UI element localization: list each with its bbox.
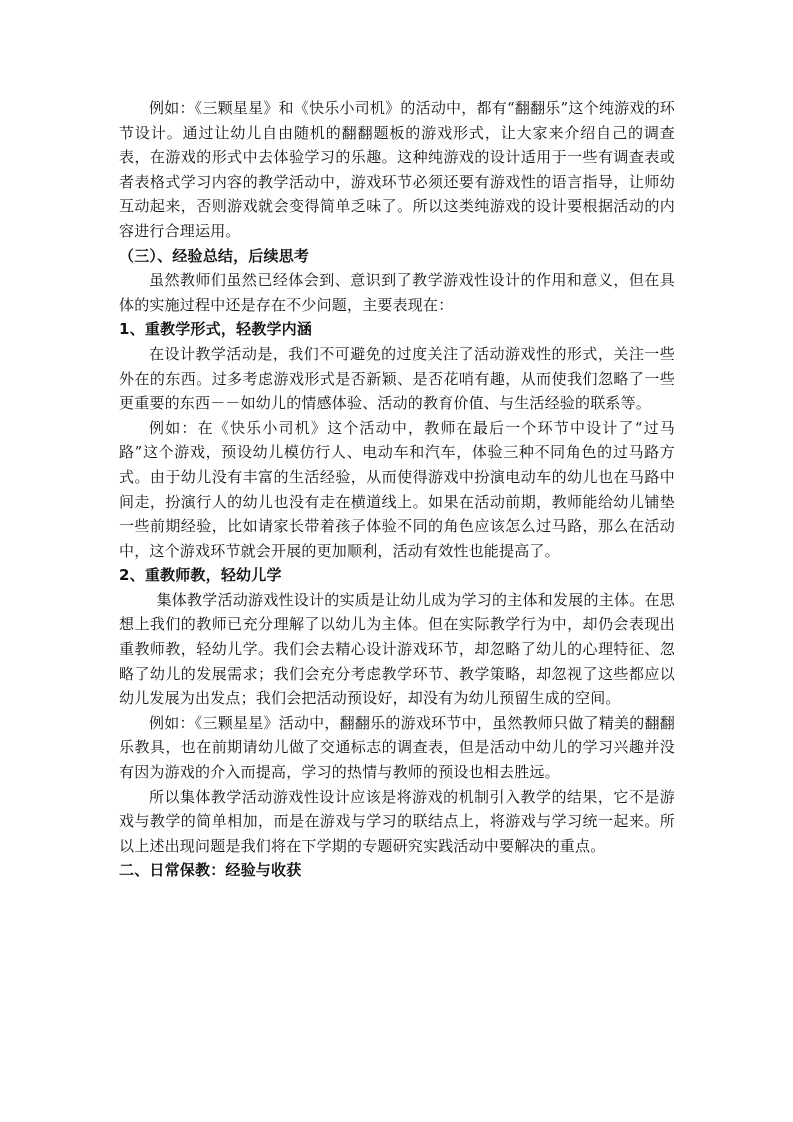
paragraph-three-stars-example: 例如：《三颗星星》活动中，翻翻乐的游戏环节中，虽然教师只做了精美的翻翻乐教具，也在前期请幼儿做了交通标志的调查表，但是活动中幼儿的学习兴趣并没有因为游戏的介入而提高，学习的热情与教师的预设也相去胜远。 xyxy=(119,713,675,782)
subheading-form-over-content: 1、重教学形式，轻教学内涵 xyxy=(119,320,313,339)
section-heading-daily-care: 二、日常保教：经验与收获 xyxy=(119,861,302,880)
paragraph-problems-intro: 虽然教师们虽然已经体会到、意识到了教学游戏性设计的作用和意义，但在具体的实施过程中还是存在不少问题，主要表现在： xyxy=(119,271,675,314)
paragraph-teaching-over-learning: 集体教学活动游戏性设计的实质是让幼儿成为学习的主体和发展的主体。在思想上我们的教师已充分理解了以幼儿为主体。但在实际教学行为中，却仍会表现出重教师教，轻幼儿学。我们会去精心设计游戏环节，却忽略了幼儿的心理特征、忽略了幼儿的发展需求；我们会充分考虑教学环节、教学策略，却忽视了这些都应以幼儿发展为出发点；我们会把活动预设好，却没有为幼儿预留生成的空间。 xyxy=(119,590,675,708)
paragraph-conclusion: 所以集体教学活动游戏性设计应该是将游戏的机制引入教学的结果，它不是游戏与教学的简单相加，而是在游戏与学习的联结点上，将游戏与学习统一起来。所以上述出现问题是我们将在下学期的专题研究实践活动中要解决的重点。 xyxy=(119,787,675,855)
paragraph-crossing-road-example: 例如：在《快乐小司机》这个活动中，教师在最后一个环节中设计了“过马路”这个游戏，预设幼儿模仿行人、电动车和汽车，体验三种不同角色的过马路方式。由于幼儿没有丰富的生活经验，从而使得游戏中扮演电动车的幼儿也在马路中间走，扮演行人的幼儿也没有走在横道线上。如果在活动前期，教师能给幼儿铺垫一些前期经验，比如请家长带着孩子体验不同的角色应该怎么过马路，那么在活动中，这个游戏环节就会开展的更加顺利，活动有效性也能提高了。 xyxy=(119,418,675,560)
subheading-teaching-over-learning: 2、重教师教，轻幼儿学 xyxy=(119,566,282,585)
paragraph-form-over-content: 在设计教学活动是，我们不可避免的过度关注了活动游戏性的形式，关注一些外在的东西。过多考虑游戏形式是否新颖、是否花哨有趣，从而使我们忽略了一些更重要的东西－－如幼儿的情感体验、活动的教育价值、与生活经验的联系等。 xyxy=(119,344,675,413)
document-page xyxy=(119,96,675,883)
section-heading-experience-summary: （三）、经验总结，后续思考 xyxy=(119,246,310,265)
paragraph-fanfanle-example: 例如：《三颗星星》和《快乐小司机》的活动中，都有“翻翻乐”这个纯游戏的环节设计。通过让幼儿自由随机的翻翻题板的游戏形式，让大家来介绍自己的调查表，在游戏的形式中去体验学习的乐趣。这种纯游戏的设计适用于一些有调查表或者表格式学习内容的教学活动中，游戏环节必须还要有游戏性的语言指导，让师幼互动起来，否则游戏就会变得简单乏味了。所以这类纯游戏的设计要根据活动的内容进行合理运用。 xyxy=(119,99,675,240)
